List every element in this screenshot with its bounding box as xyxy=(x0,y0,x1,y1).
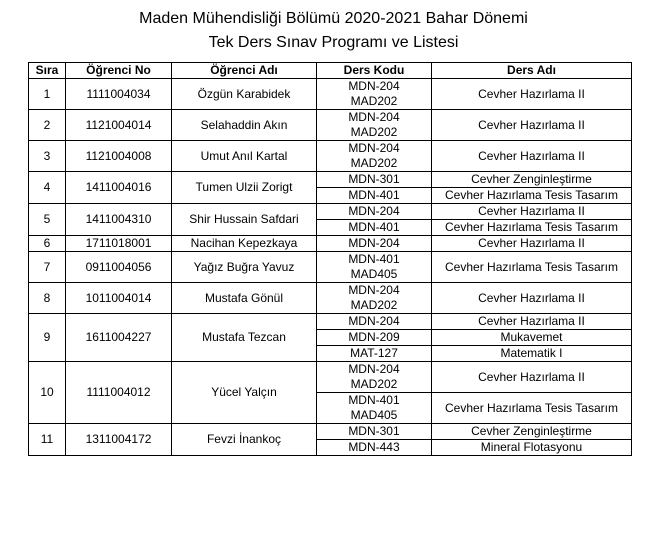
cell-course-name: Cevher Hazırlama II xyxy=(432,110,632,141)
table-row xyxy=(29,204,632,220)
course-code: MDN-301 xyxy=(348,172,400,186)
cell-course-name: Matematik I xyxy=(432,346,632,362)
cell-student-no: 1011004014 xyxy=(66,283,172,314)
cell-course-name: Cevher Hazırlama II xyxy=(432,141,632,172)
table-header-row xyxy=(29,63,632,79)
cell-course-code xyxy=(317,204,432,220)
table-row xyxy=(29,252,632,283)
course-code: MDN-204 xyxy=(348,110,400,124)
cell-course-name: Cevher Hazırlama Tesis Tasarım xyxy=(432,220,632,236)
course-code: MAD202 xyxy=(350,125,398,139)
course-code: MDN-204 xyxy=(348,204,400,218)
cell-sira: 2 xyxy=(29,110,66,141)
cell-sira: 7 xyxy=(29,252,66,283)
cell-student-no: 1121004014 xyxy=(66,110,172,141)
cell-student-name: Mustafa Tezcan xyxy=(172,314,317,362)
cell-student-no: 1411004310 xyxy=(66,204,172,236)
cell-course-code xyxy=(317,79,432,110)
course-code: MDN-204 xyxy=(348,236,400,250)
cell-course-name: Cevher Hazırlama II xyxy=(432,79,632,110)
cell-student-name: Tumen Ulzii Zorigt xyxy=(172,172,317,204)
document-subtitle: Tek Ders Sınav Programı ve Listesi xyxy=(208,34,459,51)
course-code: MDN-204 xyxy=(348,283,400,297)
table-row xyxy=(29,141,632,172)
table-row xyxy=(29,283,632,314)
course-code: MAD202 xyxy=(350,156,398,170)
cell-course-code xyxy=(317,220,432,236)
cell-course-code xyxy=(317,172,432,188)
cell-course-code xyxy=(317,424,432,440)
cell-student-name: Umut Anıl Kartal xyxy=(172,141,317,172)
cell-student-name: Shir Hussain Safdari xyxy=(172,204,317,236)
course-code: MDN-401 xyxy=(348,393,400,407)
header-course-name: Ders Adı xyxy=(432,63,632,79)
cell-course-name: Cevher Hazırlama II xyxy=(432,204,632,220)
cell-course-code xyxy=(317,283,432,314)
course-code: MDN-204 xyxy=(348,362,400,376)
course-code: MDN-401 xyxy=(348,188,400,202)
cell-student-no: 1711018001 xyxy=(66,236,172,252)
cell-course-name: Cevher Hazırlama Tesis Tasarım xyxy=(432,188,632,204)
header-student-no: Öğrenci No xyxy=(66,63,172,79)
table-row xyxy=(29,172,632,188)
cell-course-name: Cevher Zenginleştirme xyxy=(432,424,632,440)
cell-student-no: 0911004056 xyxy=(66,252,172,283)
course-code: MAD202 xyxy=(350,377,398,391)
cell-sira: 8 xyxy=(29,283,66,314)
cell-course-name: Cevher Hazırlama II xyxy=(432,362,632,393)
cell-course-code xyxy=(317,236,432,252)
course-code: MAD405 xyxy=(350,267,398,281)
cell-course-code xyxy=(317,188,432,204)
cell-course-code xyxy=(317,362,432,393)
document-title: Maden Mühendisliği Bölümü 2020-2021 Bahar Dönemi xyxy=(139,10,528,27)
header-sira: Sıra xyxy=(29,63,66,79)
cell-sira: 9 xyxy=(29,314,66,362)
cell-course-code xyxy=(317,440,432,456)
cell-sira: 5 xyxy=(29,204,66,236)
cell-course-name: Cevher Hazırlama Tesis Tasarım xyxy=(432,252,632,283)
course-code: MAD202 xyxy=(350,94,398,108)
course-code: MDN-204 xyxy=(348,79,400,93)
cell-course-code xyxy=(317,346,432,362)
cell-student-name: Nacihan Kepezkaya xyxy=(172,236,317,252)
course-code: MDN-301 xyxy=(348,424,400,438)
header-course-code: Ders Kodu xyxy=(317,63,432,79)
cell-course-code xyxy=(317,110,432,141)
course-code: MAT-127 xyxy=(350,346,398,360)
cell-student-no: 1111004034 xyxy=(66,79,172,110)
course-code: MDN-204 xyxy=(348,314,400,328)
cell-course-code xyxy=(317,393,432,424)
cell-course-code xyxy=(317,141,432,172)
cell-sira: 3 xyxy=(29,141,66,172)
cell-sira: 10 xyxy=(29,362,66,424)
cell-student-no: 1111004012 xyxy=(66,362,172,424)
table-row xyxy=(29,79,632,110)
cell-student-no: 1611004227 xyxy=(66,314,172,362)
cell-student-name: Mustafa Gönül xyxy=(172,283,317,314)
course-code: MDN-204 xyxy=(348,141,400,155)
cell-sira: 11 xyxy=(29,424,66,456)
course-code: MAD202 xyxy=(350,298,398,312)
exam-schedule-table xyxy=(28,62,632,456)
cell-course-code xyxy=(317,314,432,330)
cell-course-name: Cevher Hazırlama Tesis Tasarım xyxy=(432,393,632,424)
table-row xyxy=(29,424,632,440)
cell-student-no: 1311004172 xyxy=(66,424,172,456)
cell-course-name: Mineral Flotasyonu xyxy=(432,440,632,456)
cell-course-name: Cevher Zenginleştirme xyxy=(432,172,632,188)
table-row xyxy=(29,236,632,252)
course-code: MDN-443 xyxy=(348,440,400,454)
cell-student-name: Yücel Yalçın xyxy=(172,362,317,424)
cell-sira: 6 xyxy=(29,236,66,252)
course-code: MAD405 xyxy=(350,408,398,422)
cell-course-name: Cevher Hazırlama II xyxy=(432,283,632,314)
cell-student-name: Özgün Karabidek xyxy=(172,79,317,110)
cell-course-name: Mukavemet xyxy=(432,330,632,346)
cell-course-name: Cevher Hazırlama II xyxy=(432,314,632,330)
cell-course-code xyxy=(317,330,432,346)
table-row xyxy=(29,362,632,393)
cell-student-name: Yağız Buğra Yavuz xyxy=(172,252,317,283)
table-row xyxy=(29,314,632,330)
cell-student-no: 1121004008 xyxy=(66,141,172,172)
course-code: MDN-209 xyxy=(348,330,400,344)
table-row xyxy=(29,110,632,141)
course-code: MDN-401 xyxy=(348,252,400,266)
cell-course-code xyxy=(317,252,432,283)
course-code: MDN-401 xyxy=(348,220,400,234)
cell-sira: 4 xyxy=(29,172,66,204)
cell-course-name: Cevher Hazırlama II xyxy=(432,236,632,252)
cell-student-name: Fevzi İnankoç xyxy=(172,424,317,456)
header-student-name: Öğrenci Adı xyxy=(172,63,317,79)
cell-student-no: 1411004016 xyxy=(66,172,172,204)
cell-student-name: Selahaddin Akın xyxy=(172,110,317,141)
cell-sira: 1 xyxy=(29,79,66,110)
